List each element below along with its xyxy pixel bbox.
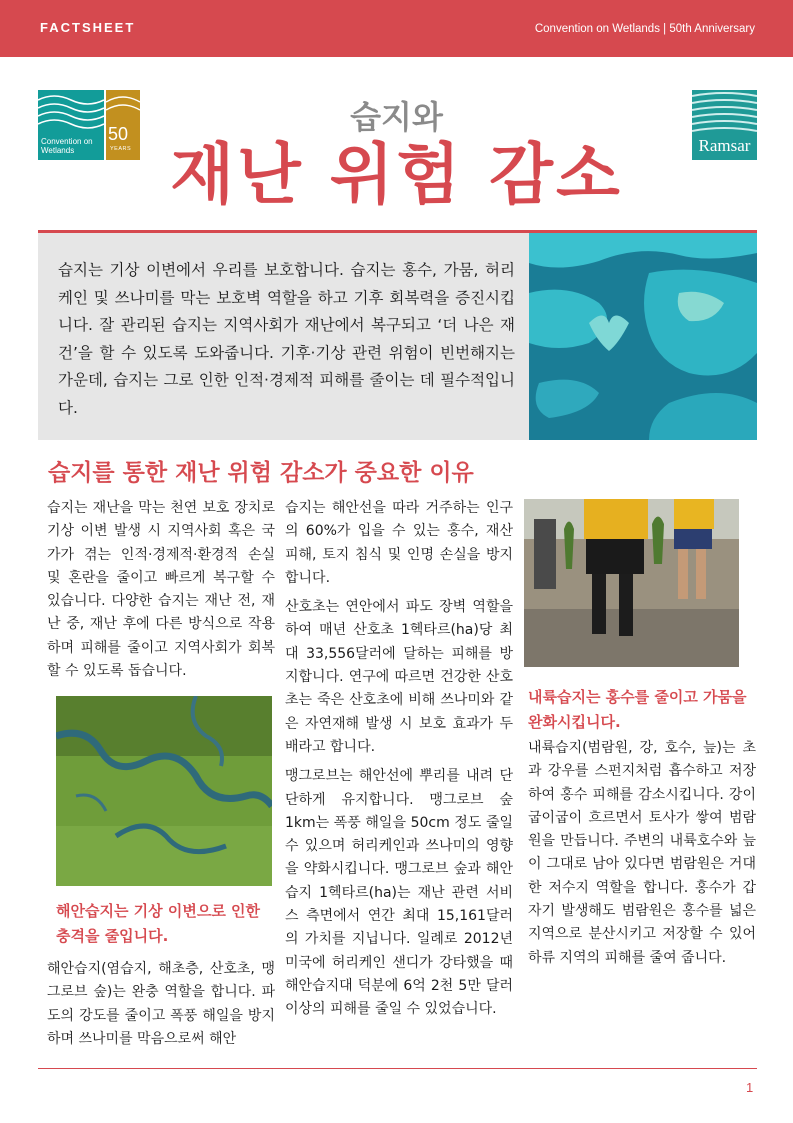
inland-paragraph: 내륙습지(범람원, 강, 호수, 늪)는 초과 강우를 스펀지처럼 흡수하고 저장하여 홍수 피해를 감소시킵니다. 강이 굽이굽이 흐르면서 토사가 쌓여 범람원을 만듭니다. 주변의 내륙호수와 늪이 그대로 남아 있다면 범람원은 거대한 저수지 역할을 합니다. 홍수가 갑자기 발생해도 범람원은 홍수를 넓은 지역으로 분산시키고 저장할 수 있어 하류 지역의 피해를 줄여 줍니다. [528, 740, 756, 966]
column-1-text [47, 497, 275, 683]
page-number: 1 [746, 1080, 754, 1095]
column-2-paragraph-2: 산호초는 연안에서 파도 장벽 역할을 하여 매년 산호초 1헥타르(ha)당 최대 33,556달러에 달하는 피해를 방지합니다. 연구에 따르면 건강한 산호초는 죽은 산호초에 비해 쓰나미와 같은 자연재해 발생 시 보호 효과가 두 배라고 합니다. [285, 599, 513, 755]
reef-aerial-photo [529, 233, 757, 440]
intro-text: 습지는 기상 이변에서 우리를 보호합니다. 습지는 홍수, 가뭄, 허리케인 및 쓰나미를 막는 보호벽 역할을 하고 기후 회복력을 증진시킵니다. 잘 관리된 습지는 지역사회가 재난에서 복구되고 ‘더 나은 재건’을 할 수 있도록 도와줍니다. 기후·기상 관련 위험이 빈번해지는 가운데, 습지는 그로 인한 인적·경제적 피해를 줄이는 데 필수적입니다. [58, 261, 515, 417]
coastal-paragraph: 해안습지(염습지, 해초층, 산호초, 맹그로브 숲)는 완충 역할을 합니다. 파도의 강도를 줄이고 폭풍 해일을 방지하며 쓰나미를 막음으로써 해안 [47, 961, 275, 1047]
column-3-text [528, 737, 756, 970]
column-2-paragraph-3: 맹그로브는 해안선에 뿌리를 내려 단단하게 유지합니다. 맹그로브 숲 1km는 폭풍 해일을 50cm 정도 줄일 수 있으며 허리케인과 쓰나미의 영향을 약화시킵니다. 맹그로브 숲과 해안 습지 1헥타르(ha)는 재난 관련 서비스 측면에서 연간 최대 15,161달러의 가치를 지닙니다. 일례로 2012년 미국에 허리케인 샌디가 강타했을 때 해안습지대 덕분에 6억 2천 5만 달러 이상의 피해를 줄일 수 있었습니다. [285, 768, 513, 1018]
anniversary-word: YEARS [110, 146, 132, 152]
column-1-continued [47, 958, 275, 1051]
inland-subhead: 내륙습지는 홍수를 줄이고 가뭄을 완화시킵니다. [528, 688, 747, 731]
column-1-paragraph: 습지는 재난을 막는 천연 보호 장치로 기상 이변 발생 시 지역사회 혹은 국가가 겪는 인적·경제적·환경적 손실 및 혼란을 줄이고 빠르게 복구할 수 있습니다. 다양한 습지는 재난 전, 재난 중, 재난 후에 다른 방식으로 작용하며 피해를 줄이고 지역사회가 회복할 수 있도록 돕습니다. [47, 500, 275, 680]
intro-box [38, 233, 529, 440]
column-2-text [285, 497, 513, 1022]
factsheet-label: FACTSHEET [40, 20, 136, 35]
page-title: 재난 위험 감소 [170, 136, 623, 213]
header-subtitle: Convention on Wetlands | 50th Anniversary [534, 23, 755, 35]
title-line-1: 습지와 [350, 98, 443, 136]
section-title: 습지를 통한 재난 위험 감소가 중요한 이유 [48, 460, 474, 486]
mangrove-planting-photo [524, 499, 739, 667]
header-bar [0, 0, 793, 57]
anniversary-number: 50 [108, 124, 129, 144]
footer-divider [38, 1068, 757, 1069]
column-2-paragraph-1: 습지는 해안선을 따라 거주하는 인구의 60%가 입을 수 있는 홍수, 재산 피해, 토지 침식 및 인명 손실을 방지합니다. [285, 500, 513, 586]
coastal-subhead: 해안습지는 기상 이변으로 인한 충격을 줄입니다. [56, 902, 261, 945]
coastal-wetland-photo [56, 696, 272, 886]
logo-text: Convention on Wetlands [41, 137, 93, 155]
ramsar-text: Ramsar [698, 136, 751, 155]
